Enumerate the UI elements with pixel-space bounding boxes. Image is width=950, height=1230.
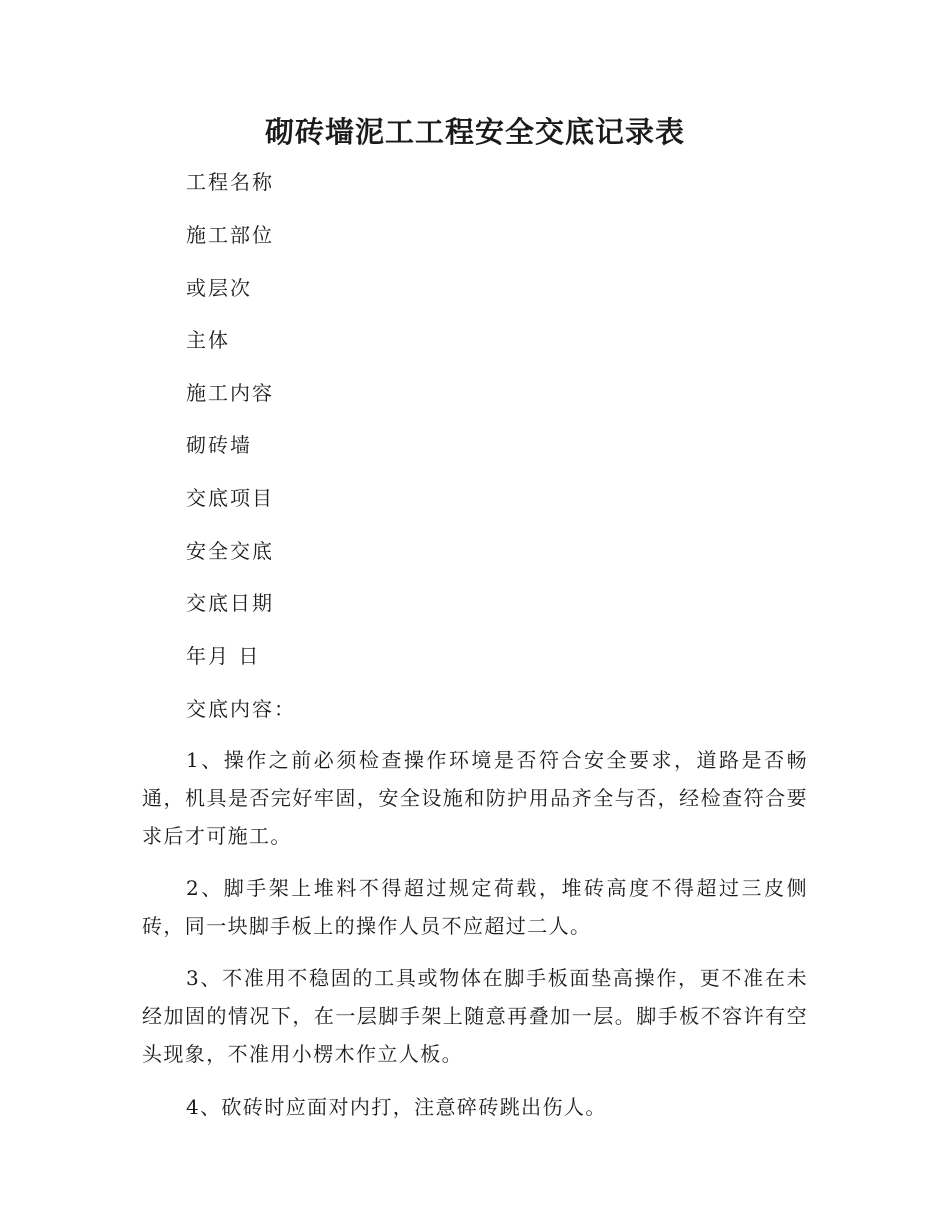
paragraph-item-4: 4、砍砖时应面对内打，注意碎砖跳出伤人。: [186, 1095, 607, 1119]
paragraph-item-1: 1、操作之前必须检查操作环境是否符合安全要求，道路是否畅通，机具是否完好牢固，安全设施和防护用品齐全与否，经检查符合要求后才可施工。: [142, 748, 808, 848]
field-briefing-item-label: 交底项目: [186, 486, 274, 510]
field-briefing-date-label: 交底日期: [186, 591, 274, 615]
field-briefing-date-value: 年月 日: [186, 644, 261, 668]
field-level-label: 或层次: [186, 276, 252, 300]
field-construction-content-value: 砌砖墙: [186, 433, 252, 457]
field-construction-location-label: 施工部位: [186, 223, 274, 247]
field-construction-content-label: 施工内容: [186, 381, 274, 405]
paragraph-item-2: 2、脚手架上堆料不得超过规定荷载，堆砖高度不得超过三皮侧砖，同一块脚手板上的操作人员不应超过二人。: [142, 876, 808, 938]
field-project-name-label: 工程名称: [186, 170, 274, 194]
document-title: 砌砖墙泥工工程安全交底记录表: [264, 115, 685, 149]
paragraph-item-3: 3、不准用不稳固的工具或物体在脚手板面垫高操作，更不准在未经加固的情况下，在一层脚手架上随意再叠加一层。脚手板不容许有空头现象，不准用小楞木作立人板。: [142, 966, 808, 1066]
field-briefing-content-label: 交底内容：: [186, 697, 296, 721]
field-briefing-item-value: 安全交底: [186, 539, 274, 563]
field-location-value: 主体: [186, 328, 230, 352]
